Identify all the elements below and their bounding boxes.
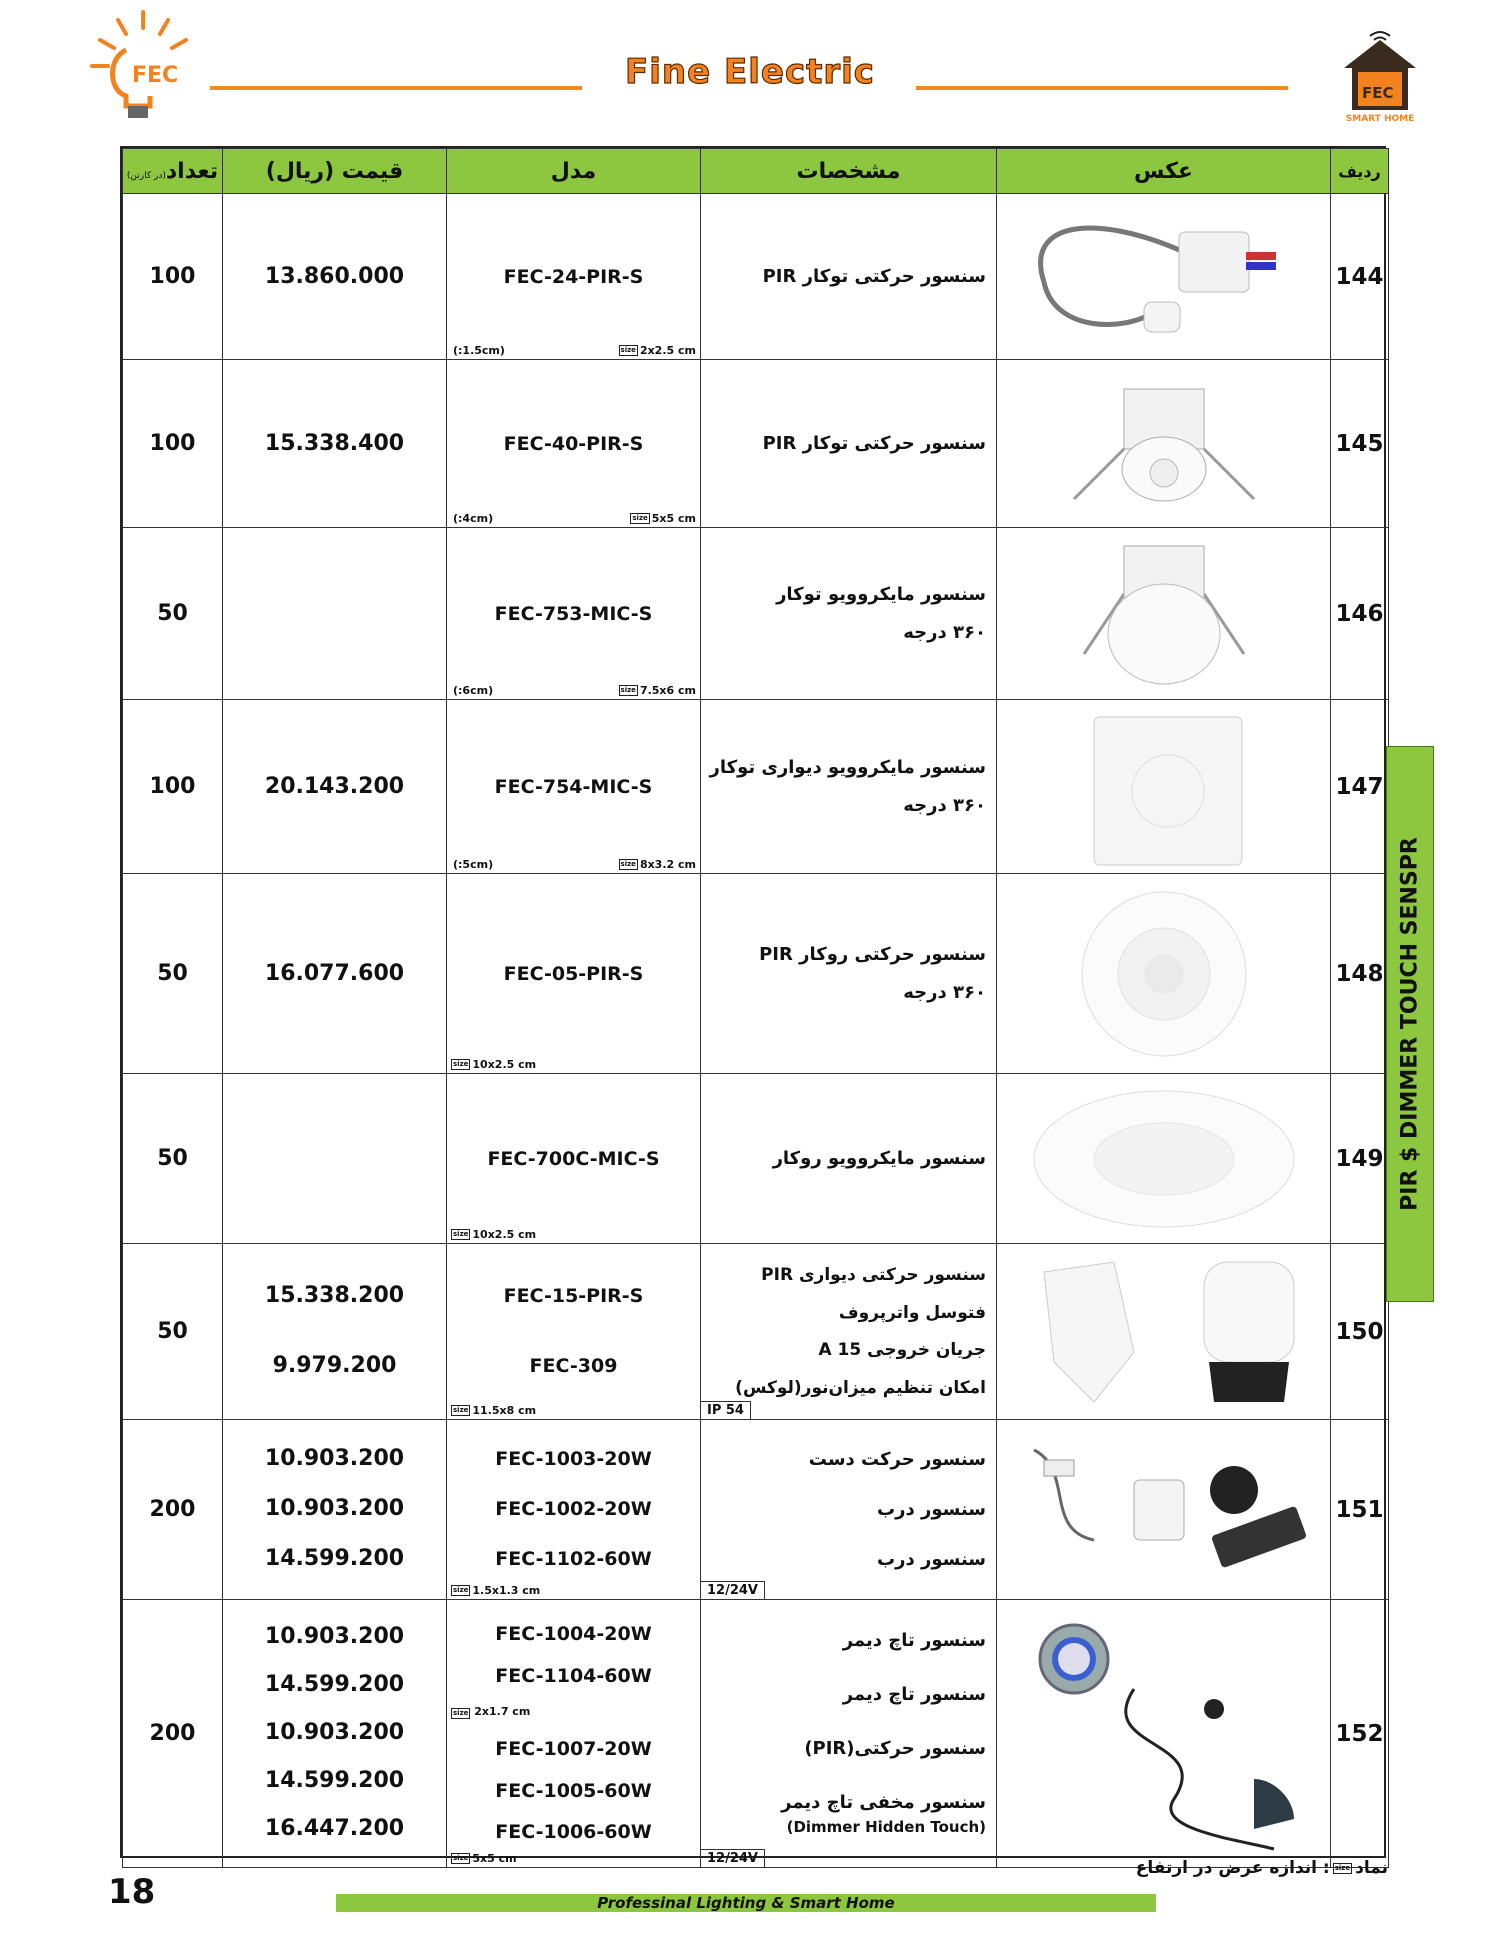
spec-line: جریان خروجی 15 A	[818, 1340, 986, 1361]
table-header-row	[123, 149, 1389, 194]
spec-cell	[701, 874, 997, 1074]
price-value: 10.903.200	[264, 1496, 405, 1522]
qty-cell: 50	[123, 1074, 223, 1244]
size-icon: size	[453, 1854, 469, 1862]
product-photo-recessed-sensor-icon	[997, 360, 1331, 528]
size-icon: size	[620, 860, 636, 868]
spec-line: سنسور حرکتی دیواری PIR	[761, 1265, 986, 1286]
size-note-mid: size 2x1.7 cm	[453, 1705, 531, 1719]
table-row	[123, 874, 1389, 1074]
table-row	[123, 360, 1389, 528]
depth-note: (:1.5cm)	[453, 344, 505, 357]
price-value: 15.338.400	[264, 431, 405, 456]
size-note: size 11.5x8 cm	[453, 1404, 537, 1417]
product-photo-hand-door-sensor-icon	[997, 1420, 1331, 1600]
row-number: 147	[1331, 700, 1389, 874]
model-code: FEC-1003-20W	[495, 1448, 652, 1471]
spec-cell	[701, 700, 997, 874]
price-value: 16.077.600	[264, 961, 405, 986]
spec-cell	[701, 1600, 997, 1868]
qty-cell: 100	[123, 360, 223, 528]
model-cell	[447, 1600, 701, 1868]
voltage-badge: 12/24V	[701, 1581, 765, 1599]
qty-cell: 100	[123, 700, 223, 874]
size-icon: size	[453, 1586, 469, 1594]
spec-cell	[701, 194, 997, 360]
model-code: FEC-754-MIC-S	[494, 775, 653, 798]
size-icon: size	[632, 514, 648, 522]
price-cell	[223, 1244, 447, 1420]
model-cell	[447, 1420, 701, 1600]
spec-line: سنسور مایکروویو توکار	[776, 584, 986, 606]
size-note: size 5x5 cm	[453, 1852, 517, 1865]
price-value: 16.447.200	[264, 1816, 405, 1842]
size-note: size 7.5x6 cm	[620, 684, 696, 697]
qty-cell: 200	[123, 1600, 223, 1868]
smart-home-logo-icon	[1340, 26, 1420, 126]
price-cell	[223, 1600, 447, 1868]
price-value: 20.143.200	[264, 774, 405, 799]
size-note: size 8x3.2 cm	[620, 858, 696, 871]
spec-line: سنسور حرکتی توکار PIR	[762, 266, 986, 287]
spec-line: سنسور حرکت دست	[808, 1448, 986, 1470]
model-code: FEC-1006-60W	[495, 1821, 652, 1844]
price-value: 14.599.200	[264, 1672, 405, 1698]
row-number: 152	[1331, 1600, 1389, 1868]
model-code: FEC-1007-20W	[495, 1737, 652, 1760]
spec-cell	[701, 1074, 997, 1244]
model-cell	[447, 360, 701, 528]
row-number: 150	[1331, 1244, 1389, 1420]
price-value: 15.338.200	[264, 1283, 405, 1309]
product-photo-pir-sensor-icon	[997, 194, 1331, 360]
price-value: 10.903.200	[264, 1720, 405, 1746]
header-model: مدل	[447, 149, 701, 194]
table-row	[123, 194, 1389, 360]
spec-line: ۳۶۰ درجه	[903, 981, 986, 1003]
page-number: 18	[108, 1872, 156, 1912]
price-value: 14.599.200	[264, 1768, 405, 1794]
price-cell	[223, 1074, 447, 1244]
size-icon: size	[620, 346, 636, 354]
spec-line: سنسور حرکتی توکار PIR	[762, 433, 986, 454]
header-rule-left	[210, 86, 582, 90]
product-photo-ceiling-pir-icon	[997, 874, 1331, 1074]
product-photo-ceiling-microwave-icon	[997, 1074, 1331, 1244]
spec-cell	[701, 360, 997, 528]
product-photo-microwave-sensor-icon	[997, 528, 1331, 700]
price-value: 13.860.000	[264, 264, 405, 289]
brand-title: Fine Electric	[625, 52, 875, 92]
table-row	[123, 1600, 1389, 1868]
qty-cell: 50	[123, 528, 223, 700]
size-note: size 5x5 cm	[632, 512, 696, 525]
table-row	[123, 700, 1389, 874]
size-icon: size	[453, 1709, 469, 1718]
size-icon: size	[620, 686, 636, 694]
spec-line: سنسور درب	[877, 1498, 986, 1520]
model-code: FEC-1002-20W	[495, 1498, 652, 1521]
table-row	[123, 1420, 1389, 1600]
spec-line: سنسور تاچ دیمر	[842, 1684, 986, 1706]
spec-line: سنسور مخفی تاچ دیمر (Dimmer Hidden Touch)	[781, 1792, 986, 1836]
model-code: FEC-1104-60W	[495, 1664, 652, 1687]
voltage-badge: 12/24V	[701, 1849, 765, 1867]
row-number: 144	[1331, 194, 1389, 360]
fec-bulb-logo-icon	[88, 10, 198, 125]
model-cell	[447, 528, 701, 700]
depth-note: (:4cm)	[453, 512, 494, 525]
price-value: 14.599.200	[264, 1546, 405, 1572]
spec-line: سنسور حرکتی(PIR)	[804, 1738, 986, 1760]
price-cell	[223, 874, 447, 1074]
header-price: قیمت (ریال)	[223, 149, 447, 194]
header-row-no: ردیف	[1331, 149, 1389, 194]
size-note: size 10x2.5 cm	[453, 1058, 537, 1071]
model-cell	[447, 1244, 701, 1420]
spec-line: امکان تنظیم میزان‌نور(لوکس)	[735, 1377, 986, 1398]
qty-cell: 50	[123, 1244, 223, 1420]
model-code: FEC-1005-60W	[495, 1779, 652, 1802]
model-code: FEC-24-PIR-S	[503, 265, 644, 288]
spec-line: ۳۶۰ درجه	[903, 794, 986, 816]
product-photo-wall-pir-photocell-icon	[997, 1244, 1331, 1420]
size-note: size 10x2.5 cm	[453, 1228, 537, 1241]
model-code: FEC-15-PIR-S	[503, 1285, 644, 1308]
size-icon: size	[1334, 1863, 1351, 1872]
model-cell	[447, 194, 701, 360]
svg-text:FEC: FEC	[1362, 84, 1394, 102]
price-cell	[223, 528, 447, 700]
header-specs: مشخصات	[701, 149, 997, 194]
ip-rating-badge: IP 54	[701, 1401, 751, 1419]
header-rule-right	[916, 86, 1288, 90]
header-photo: عکس	[997, 149, 1331, 194]
price-cell	[223, 194, 447, 360]
price-cell	[223, 700, 447, 874]
model-code: FEC-700C-MIC-S	[487, 1147, 660, 1170]
size-icon: size	[453, 1406, 469, 1414]
price-cell	[223, 1420, 447, 1600]
size-note: size 2x2.5 cm	[620, 344, 696, 357]
depth-note: (:6cm)	[453, 684, 494, 697]
table-row	[123, 1074, 1389, 1244]
qty-cell: 50	[123, 874, 223, 1074]
spec-line: فتوسل واترپروف	[838, 1302, 986, 1323]
header-qty: تعداد(در کارتن)	[123, 149, 223, 194]
row-number: 146	[1331, 528, 1389, 700]
spec-line: سنسور حرکتی روکار PIR	[759, 944, 986, 966]
row-number: 151	[1331, 1420, 1389, 1600]
model-code: FEC-309	[529, 1355, 618, 1378]
size-icon: size	[453, 1230, 469, 1238]
model-cell	[447, 874, 701, 1074]
footer-tagline: Professinal Lighting & Smart Home	[336, 1894, 1156, 1912]
smart-home-caption: SMART HOME	[1345, 114, 1415, 124]
product-photo-dimmer-touch-sensor-icon	[997, 1600, 1331, 1868]
qty-cell: 100	[123, 194, 223, 360]
spec-cell	[701, 528, 997, 700]
size-note: size 1.5x1.3 cm	[453, 1584, 541, 1597]
spec-line: سنسور مایکروویو روکار	[772, 1148, 986, 1169]
category-side-tab: PIR $ DIMMER TOUCH SENSPR	[1386, 746, 1434, 1302]
model-code: FEC-05-PIR-S	[503, 962, 644, 985]
row-number: 145	[1331, 360, 1389, 528]
row-number: 149	[1331, 1074, 1389, 1244]
size-legend: نماد size : اندازه عرض در ارتفاع	[1135, 1858, 1388, 1878]
spec-line: سنسور مایکروویو دیواری توکار	[709, 757, 986, 779]
price-value: 9.979.200	[272, 1353, 397, 1379]
price-cell	[223, 360, 447, 528]
model-code: FEC-40-PIR-S	[503, 432, 644, 455]
model-code: FEC-1102-60W	[495, 1548, 652, 1571]
size-icon: size	[453, 1060, 469, 1068]
table-row	[123, 528, 1389, 700]
model-code: FEC-1004-20W	[495, 1623, 652, 1646]
spec-cell	[701, 1420, 997, 1600]
price-value: 10.903.200	[264, 1624, 405, 1650]
model-code: FEC-753-MIC-S	[494, 602, 653, 625]
product-table	[120, 146, 1386, 1866]
spec-cell	[701, 1244, 997, 1420]
spec-line: سنسور درب	[877, 1548, 986, 1570]
svg-text:FEC: FEC	[132, 63, 179, 88]
model-cell	[447, 700, 701, 874]
product-photo-wall-sensor-icon	[997, 700, 1331, 874]
price-value: 10.903.200	[264, 1446, 405, 1472]
spec-line: ۳۶۰ درجه	[903, 621, 986, 643]
qty-cell: 200	[123, 1420, 223, 1600]
row-number: 148	[1331, 874, 1389, 1074]
spec-line: سنسور تاچ دیمر	[842, 1629, 986, 1651]
depth-note: (:5cm)	[453, 858, 494, 871]
table-row	[123, 1244, 1389, 1420]
model-cell	[447, 1074, 701, 1244]
